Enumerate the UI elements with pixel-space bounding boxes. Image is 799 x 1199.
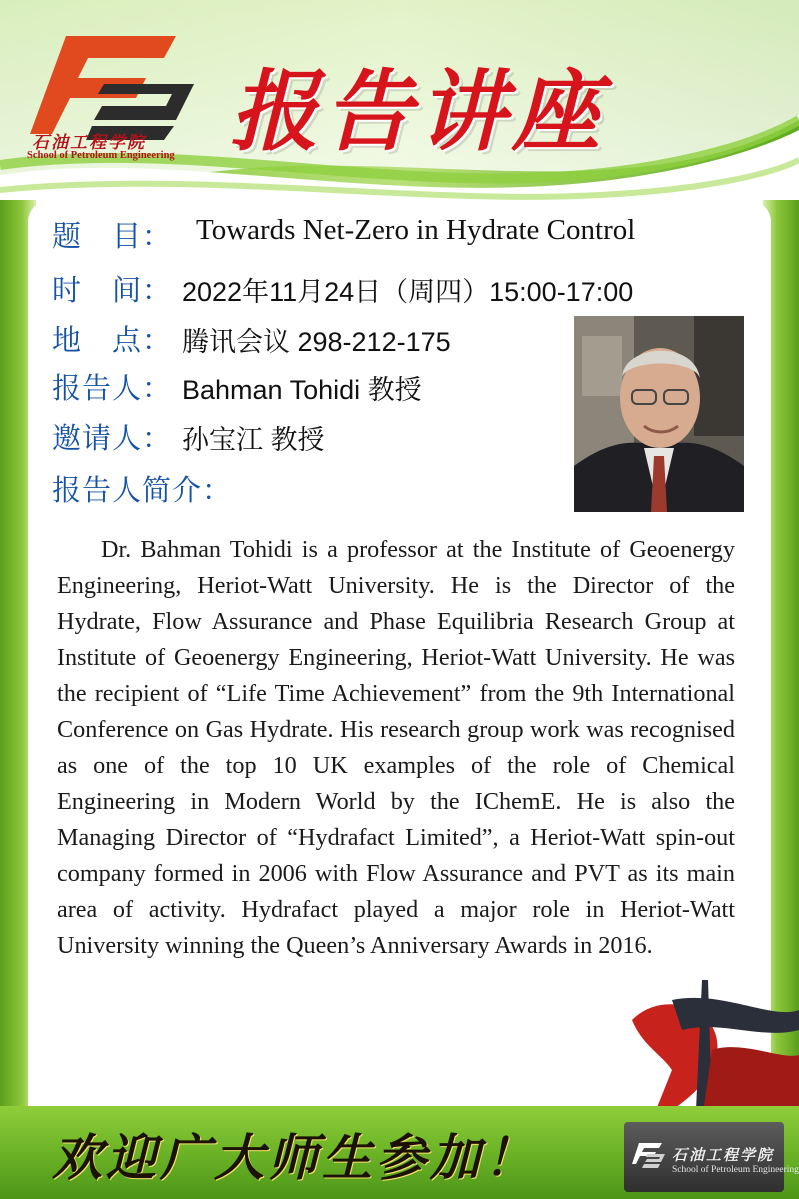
intro-label: 报告人简介：	[52, 473, 233, 507]
badge-logo-icon	[632, 1140, 666, 1174]
topic-label: 题 目：	[52, 219, 173, 253]
place-value: 腾讯会议 298-212-175	[182, 327, 451, 357]
logo-english-name: School of Petroleum Engineering	[27, 150, 175, 161]
time-value: 2022年11月24日（周四）15:00-17:00	[182, 277, 634, 307]
logo-chinese-name: 石油工程学院	[32, 133, 146, 153]
topic-value: Towards Net-Zero in Hydrate Control	[196, 214, 636, 246]
place-label: 地 点：	[52, 323, 173, 357]
badge-english-name: School of Petroleum Engineering	[672, 1165, 799, 1175]
inviter-value: 孙宝江 教授	[182, 425, 325, 455]
speaker-value: Bahman Tohidi 教授	[182, 375, 422, 405]
welcome-slogan: 欢迎广大师生参加！	[52, 1128, 538, 1187]
speaker-photo	[574, 316, 744, 512]
badge-chinese-name: 石油工程学院	[672, 1146, 775, 1164]
speaker-label: 报告人：	[52, 371, 173, 405]
speaker-bio: Dr. Bahman Tohidi is a professor at the Institute of Geoenergy Engineering, Heriot-Watt University. He is the Director of the Hydrate, Flow Assurance and Phase Equilibria Research Group at Institute of Geoenergy Engineering, Heriot-Watt University. He was the recipient of “Life Time Achievement” from the 9th International Conference on Gas Hydrate. His research group work was recognised as one of the top 10 UK examples of the role of Chemical Engineering in Modern World by the IChemE. He is also the Managing Director of “Hydrafact Limited”, a Heriot-Watt spin-out company formed in 2006 with Flow Assurance and PVT as its main area of activity. Hydrafact played a major role in Heriot-Watt University winning the Queen’s Anniversary Awards in 2016.	[57, 536, 735, 959]
time-label: 时 间：	[52, 273, 173, 307]
page-title: 报告讲座	[230, 59, 607, 163]
sculpture-graphic	[612, 960, 799, 1120]
inviter-label: 邀请人：	[52, 421, 173, 455]
